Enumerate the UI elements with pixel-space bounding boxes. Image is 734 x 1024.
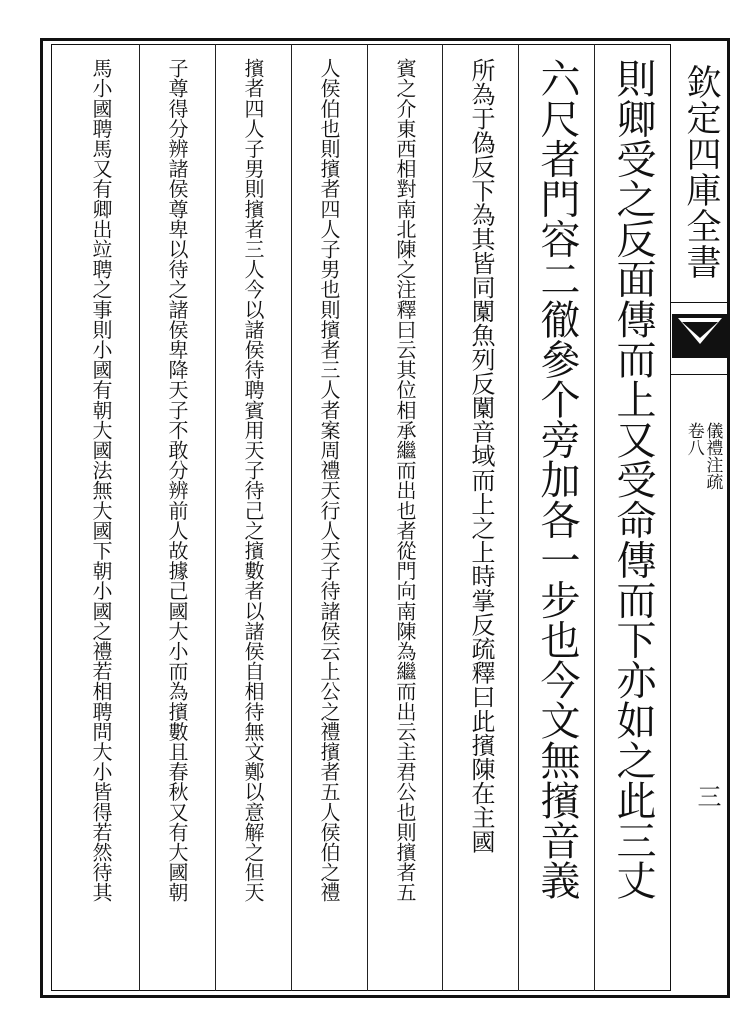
column-divider <box>367 44 368 991</box>
column-text: 馬小國聘馬又有卿出竝聘之事則小國有朝大國法無大國下朝小國之禮若相聘問大小皆得若然待其 <box>89 58 113 903</box>
column-text: 六尺者門容二徹參个旁加各一步也今文無擯音義 <box>534 58 580 901</box>
column-text: 子尊得分辨諸侯尊卑以待之諸侯卑降天子不敢分辨前人故據己國大小而為擯數且春秋又有大國朝 <box>165 58 189 903</box>
commentary-column <box>148 58 206 970</box>
margin-rule <box>670 302 730 303</box>
column-divider <box>442 44 443 991</box>
main-text-column <box>528 58 586 970</box>
commentary-column <box>300 58 358 970</box>
section-title-line: 儀禮注疏 <box>702 422 723 490</box>
column-divider <box>139 44 140 991</box>
column-divider <box>518 44 519 991</box>
section-title <box>684 422 721 490</box>
column-divider <box>215 44 216 991</box>
section-title-line: 卷八 <box>683 422 704 456</box>
column-divider <box>291 44 292 991</box>
column-text: 則卿受之反面傳而上又受命傳而下亦如之此三丈 <box>610 58 656 901</box>
page-margin <box>670 44 730 991</box>
column-divider <box>594 44 595 991</box>
commentary-column <box>376 58 434 970</box>
main-text-column <box>604 58 662 970</box>
commentary-column <box>224 58 282 970</box>
column-text: 擯者四人子男則擯者三人今以諸侯待聘賓用天子待己之擯數者以諸侯自相待無文鄭以意解之但天 <box>241 58 265 903</box>
column-text: 所為于偽反下為其皆同闑魚列反闑音域而上之上時掌反疏釋曰此擯陳在主國 <box>467 58 495 854</box>
commentary-column <box>452 58 510 970</box>
book-title: 欽定四庫全書 <box>681 64 721 280</box>
commentary-column <box>72 58 130 970</box>
page-number: 三 <box>693 784 721 808</box>
fishtail-ornament-icon <box>672 314 728 358</box>
column-text: 人侯伯也則擯者四人子男也則擯者三人者案周禮天行人天子待諸侯云上公之禮擯者五人侯伯之禮 <box>317 58 341 903</box>
margin-rule <box>670 374 730 375</box>
column-text: 賓之介東西相對南北陳之注釋曰云其位相承繼而出也者從門向南陳為繼而出云主君公也則擯者五 <box>393 58 417 903</box>
